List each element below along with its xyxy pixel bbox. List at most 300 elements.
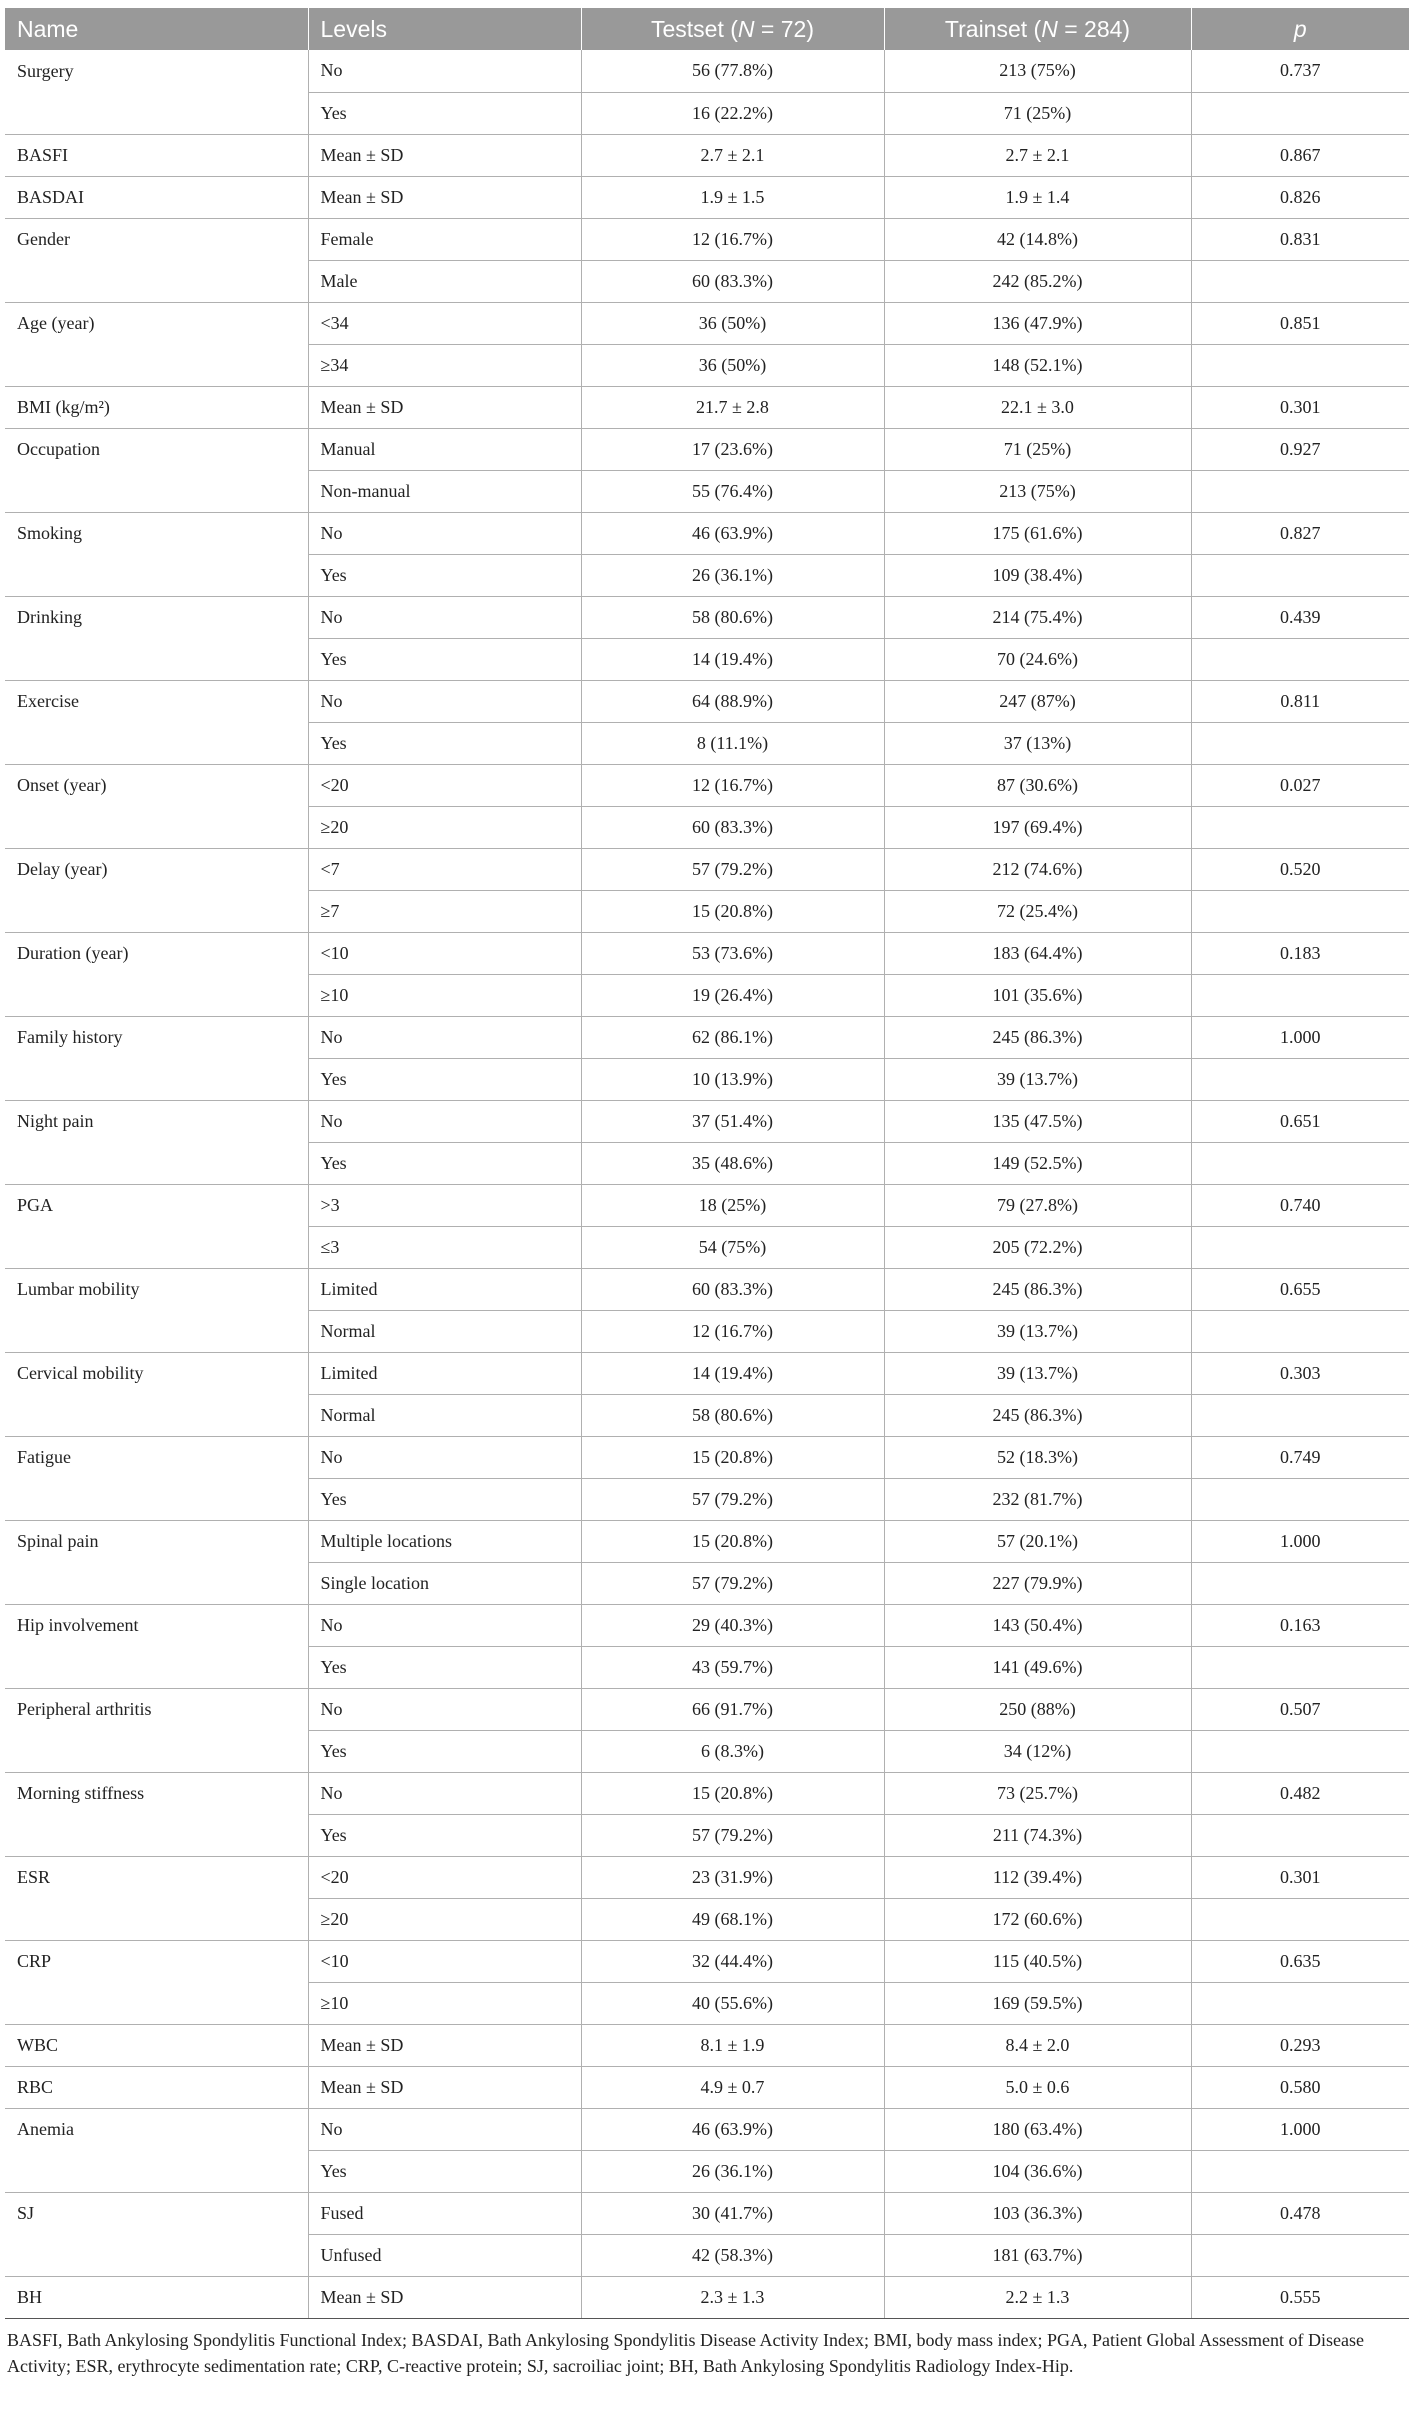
cell-testset: 53 (73.6%) (581, 932, 884, 974)
cell-p-value (1191, 806, 1409, 848)
cell-trainset: 103 (36.3%) (884, 2192, 1191, 2234)
cell-name (5, 806, 308, 848)
table-row (5, 932, 1409, 974)
cell-p-value (1191, 1058, 1409, 1100)
cell-trainset: 73 (25.7%) (884, 1772, 1191, 1814)
table-row (5, 1226, 1409, 1268)
cell-level: Normal (308, 1394, 581, 1436)
cell-testset: 30 (41.7%) (581, 2192, 884, 2234)
cell-trainset: 245 (86.3%) (884, 1016, 1191, 1058)
cell-name (5, 1562, 308, 1604)
cell-trainset: 148 (52.1%) (884, 344, 1191, 386)
table-row (5, 1142, 1409, 1184)
table-row (5, 2276, 1409, 2318)
header-trainset-suffix: = 284) (1057, 15, 1131, 42)
table-row (5, 218, 1409, 260)
cell-testset: 14 (19.4%) (581, 1352, 884, 1394)
cell-testset: 4.9 ± 0.7 (581, 2066, 884, 2108)
cell-level: Yes (308, 1058, 581, 1100)
cell-level: Yes (308, 1646, 581, 1688)
cell-level: Yes (308, 1730, 581, 1772)
table-row (5, 764, 1409, 806)
cell-name: BASFI (5, 134, 308, 176)
cell-p-value: 0.927 (1191, 428, 1409, 470)
cell-name (5, 2150, 308, 2192)
cell-level: ≥10 (308, 1982, 581, 2024)
cell-testset: 43 (59.7%) (581, 1646, 884, 1688)
cell-testset: 60 (83.3%) (581, 806, 884, 848)
cell-p-value: 0.507 (1191, 1688, 1409, 1730)
cell-name: Spinal pain (5, 1520, 308, 1562)
cell-name (5, 722, 308, 764)
cell-name: ESR (5, 1856, 308, 1898)
cell-trainset: 212 (74.6%) (884, 848, 1191, 890)
cell-trainset: 112 (39.4%) (884, 1856, 1191, 1898)
cell-p-value (1191, 1142, 1409, 1184)
cell-p-value: 0.301 (1191, 1856, 1409, 1898)
cell-name (5, 1394, 308, 1436)
cell-level: Mean ± SD (308, 134, 581, 176)
cell-level: Yes (308, 92, 581, 134)
cell-trainset: 214 (75.4%) (884, 596, 1191, 638)
cell-level: Manual (308, 428, 581, 470)
cell-testset: 36 (50%) (581, 344, 884, 386)
cell-p-value (1191, 1310, 1409, 1352)
cell-level: Female (308, 218, 581, 260)
cell-name: SJ (5, 2192, 308, 2234)
table-row (5, 1100, 1409, 1142)
cell-level: No (308, 50, 581, 92)
cell-trainset: 181 (63.7%) (884, 2234, 1191, 2276)
cell-trainset: 180 (63.4%) (884, 2108, 1191, 2150)
cell-level: Fused (308, 2192, 581, 2234)
cell-trainset: 109 (38.4%) (884, 554, 1191, 596)
cell-trainset: 42 (14.8%) (884, 218, 1191, 260)
cell-level: No (308, 1604, 581, 1646)
cell-trainset: 71 (25%) (884, 92, 1191, 134)
cell-name: Drinking (5, 596, 308, 638)
cell-testset: 57 (79.2%) (581, 1478, 884, 1520)
cell-level: Male (308, 260, 581, 302)
table-row (5, 1562, 1409, 1604)
table-row (5, 1016, 1409, 1058)
cell-testset: 17 (23.6%) (581, 428, 884, 470)
cell-trainset: 8.4 ± 2.0 (884, 2024, 1191, 2066)
table-row (5, 50, 1409, 92)
cell-p-value: 0.580 (1191, 2066, 1409, 2108)
cell-name (5, 638, 308, 680)
cell-trainset: 211 (74.3%) (884, 1814, 1191, 1856)
cell-level: No (308, 2108, 581, 2150)
cell-p-value: 0.851 (1191, 302, 1409, 344)
cell-trainset: 71 (25%) (884, 428, 1191, 470)
cell-trainset: 5.0 ± 0.6 (884, 2066, 1191, 2108)
cell-testset: 12 (16.7%) (581, 218, 884, 260)
cell-testset: 62 (86.1%) (581, 1016, 884, 1058)
cell-name: Surgery (5, 50, 308, 92)
cell-trainset: 115 (40.5%) (884, 1940, 1191, 1982)
cell-name (5, 554, 308, 596)
cell-p-value: 0.478 (1191, 2192, 1409, 2234)
header-trainset (884, 8, 1191, 50)
table-row (5, 2234, 1409, 2276)
cell-p-value: 0.293 (1191, 2024, 1409, 2066)
cell-name (5, 92, 308, 134)
table-row (5, 1310, 1409, 1352)
cell-name: BMI (kg/m²) (5, 386, 308, 428)
cell-testset: 2.3 ± 1.3 (581, 2276, 884, 2318)
cell-trainset: 143 (50.4%) (884, 1604, 1191, 1646)
table-row (5, 2108, 1409, 2150)
cell-trainset: 175 (61.6%) (884, 512, 1191, 554)
cell-trainset: 250 (88%) (884, 1688, 1191, 1730)
cell-testset: 14 (19.4%) (581, 638, 884, 680)
cell-testset: 2.7 ± 2.1 (581, 134, 884, 176)
header-testset (581, 8, 884, 50)
table-row (5, 848, 1409, 890)
cell-testset: 16 (22.2%) (581, 92, 884, 134)
cell-level: >3 (308, 1184, 581, 1226)
cell-p-value: 0.749 (1191, 1436, 1409, 1478)
cell-trainset: 247 (87%) (884, 680, 1191, 722)
cell-name (5, 1142, 308, 1184)
cell-testset: 12 (16.7%) (581, 1310, 884, 1352)
cell-level: Yes (308, 722, 581, 764)
table-row (5, 596, 1409, 638)
cell-level: Mean ± SD (308, 2024, 581, 2066)
header-trainset-n: N (1041, 15, 1058, 42)
cell-trainset: 57 (20.1%) (884, 1520, 1191, 1562)
cell-testset: 57 (79.2%) (581, 1562, 884, 1604)
cell-trainset: 79 (27.8%) (884, 1184, 1191, 1226)
cell-name: Night pain (5, 1100, 308, 1142)
cell-p-value: 0.439 (1191, 596, 1409, 638)
cell-p-value: 0.651 (1191, 1100, 1409, 1142)
cell-p-value: 0.831 (1191, 218, 1409, 260)
cell-trainset: 87 (30.6%) (884, 764, 1191, 806)
cell-p-value: 1.000 (1191, 1016, 1409, 1058)
cell-level: <10 (308, 1940, 581, 1982)
cell-level: Yes (308, 1142, 581, 1184)
cell-p-value: 0.867 (1191, 134, 1409, 176)
cell-testset: 40 (55.6%) (581, 1982, 884, 2024)
table-row (5, 1478, 1409, 1520)
header-p-value: p (1191, 8, 1409, 50)
cell-level: Yes (308, 554, 581, 596)
cell-testset: 6 (8.3%) (581, 1730, 884, 1772)
cell-name: BASDAI (5, 176, 308, 218)
cell-level: <20 (308, 764, 581, 806)
cell-testset: 26 (36.1%) (581, 2150, 884, 2192)
cell-trainset: 2.7 ± 2.1 (884, 134, 1191, 176)
cell-level: Yes (308, 638, 581, 680)
cell-p-value: 0.635 (1191, 1940, 1409, 1982)
cell-testset: 32 (44.4%) (581, 1940, 884, 1982)
cell-name: Exercise (5, 680, 308, 722)
cell-name (5, 1982, 308, 2024)
cell-trainset: 197 (69.4%) (884, 806, 1191, 848)
cell-trainset: 22.1 ± 3.0 (884, 386, 1191, 428)
cell-p-value (1191, 638, 1409, 680)
cell-testset: 46 (63.9%) (581, 512, 884, 554)
table-row (5, 806, 1409, 848)
table-row (5, 1352, 1409, 1394)
cell-level: <34 (308, 302, 581, 344)
header-name: Name (5, 8, 308, 50)
table-row (5, 134, 1409, 176)
table-row (5, 1184, 1409, 1226)
cell-trainset: 52 (18.3%) (884, 1436, 1191, 1478)
cell-p-value (1191, 1898, 1409, 1940)
cell-testset: 60 (83.3%) (581, 260, 884, 302)
cell-testset: 12 (16.7%) (581, 764, 884, 806)
cell-level: Non-manual (308, 470, 581, 512)
cell-p-value (1191, 1646, 1409, 1688)
cell-trainset: 37 (13%) (884, 722, 1191, 764)
cell-level: Mean ± SD (308, 2276, 581, 2318)
cell-testset: 58 (80.6%) (581, 596, 884, 638)
cell-trainset: 70 (24.6%) (884, 638, 1191, 680)
cell-level: No (308, 1436, 581, 1478)
table-row (5, 1520, 1409, 1562)
header-row (5, 8, 1409, 50)
cell-level: Single location (308, 1562, 581, 1604)
cell-name: Delay (year) (5, 848, 308, 890)
cell-level: ≥34 (308, 344, 581, 386)
cell-trainset: 149 (52.5%) (884, 1142, 1191, 1184)
cell-name: Age (year) (5, 302, 308, 344)
cell-trainset: 72 (25.4%) (884, 890, 1191, 932)
cell-testset: 55 (76.4%) (581, 470, 884, 512)
cell-name: RBC (5, 2066, 308, 2108)
header-testset-n: N (737, 15, 755, 42)
cell-name: Family history (5, 1016, 308, 1058)
cell-name: Anemia (5, 2108, 308, 2150)
cell-name: BH (5, 2276, 308, 2318)
cell-name (5, 2234, 308, 2276)
table-row (5, 2024, 1409, 2066)
cell-name (5, 974, 308, 1016)
cell-p-value (1191, 2234, 1409, 2276)
cell-level: No (308, 1688, 581, 1730)
table-row (5, 260, 1409, 302)
cell-name: Smoking (5, 512, 308, 554)
cell-name: Fatigue (5, 1436, 308, 1478)
cell-testset: 35 (48.6%) (581, 1142, 884, 1184)
cell-p-value (1191, 260, 1409, 302)
table-row (5, 470, 1409, 512)
cell-trainset: 141 (49.6%) (884, 1646, 1191, 1688)
cell-p-value: 0.555 (1191, 2276, 1409, 2318)
cell-level: Yes (308, 1478, 581, 1520)
cell-trainset: 242 (85.2%) (884, 260, 1191, 302)
cell-level: Unfused (308, 2234, 581, 2276)
table-row (5, 302, 1409, 344)
cell-level: Limited (308, 1268, 581, 1310)
cell-level: Mean ± SD (308, 2066, 581, 2108)
cell-name: Gender (5, 218, 308, 260)
table-row (5, 1058, 1409, 1100)
cell-trainset: 135 (47.5%) (884, 1100, 1191, 1142)
cell-testset: 18 (25%) (581, 1184, 884, 1226)
cell-testset: 46 (63.9%) (581, 2108, 884, 2150)
cell-p-value (1191, 92, 1409, 134)
table-row (5, 680, 1409, 722)
cell-p-value: 0.811 (1191, 680, 1409, 722)
cell-trainset: 101 (35.6%) (884, 974, 1191, 1016)
cell-testset: 15 (20.8%) (581, 1436, 884, 1478)
cell-name (5, 260, 308, 302)
cell-name (5, 1898, 308, 1940)
cell-trainset: 245 (86.3%) (884, 1394, 1191, 1436)
cell-name (5, 1226, 308, 1268)
cell-p-value (1191, 344, 1409, 386)
cell-name: Occupation (5, 428, 308, 470)
document-page (5, 8, 1409, 2379)
cell-p-value: 0.027 (1191, 764, 1409, 806)
cell-level: Multiple locations (308, 1520, 581, 1562)
cell-trainset: 213 (75%) (884, 470, 1191, 512)
cell-name: Lumbar mobility (5, 1268, 308, 1310)
cell-p-value: 0.520 (1191, 848, 1409, 890)
cell-name: CRP (5, 1940, 308, 1982)
cell-name (5, 470, 308, 512)
cell-testset: 42 (58.3%) (581, 2234, 884, 2276)
cell-level: ≤3 (308, 1226, 581, 1268)
table-body (5, 50, 1409, 2318)
cell-name: Peripheral arthritis (5, 1688, 308, 1730)
cell-name: PGA (5, 1184, 308, 1226)
table-row (5, 1940, 1409, 1982)
cell-testset: 8 (11.1%) (581, 722, 884, 764)
cell-testset: 1.9 ± 1.5 (581, 176, 884, 218)
cell-p-value (1191, 1394, 1409, 1436)
cell-p-value: 0.655 (1191, 1268, 1409, 1310)
cell-p-value: 0.740 (1191, 1184, 1409, 1226)
cell-level: Normal (308, 1310, 581, 1352)
header-levels: Levels (308, 8, 581, 50)
table-row (5, 1688, 1409, 1730)
cell-testset: 29 (40.3%) (581, 1604, 884, 1646)
table-row (5, 512, 1409, 554)
cell-name: Onset (year) (5, 764, 308, 806)
cell-level: Mean ± SD (308, 386, 581, 428)
cell-p-value (1191, 1478, 1409, 1520)
table-row (5, 344, 1409, 386)
table-row (5, 1436, 1409, 1478)
cell-p-value: 0.827 (1191, 512, 1409, 554)
cell-level: Yes (308, 2150, 581, 2192)
cell-testset: 19 (26.4%) (581, 974, 884, 1016)
cell-testset: 36 (50%) (581, 302, 884, 344)
cell-testset: 15 (20.8%) (581, 1520, 884, 1562)
cell-trainset: 1.9 ± 1.4 (884, 176, 1191, 218)
cell-trainset: 169 (59.5%) (884, 1982, 1191, 2024)
cell-level: No (308, 512, 581, 554)
cell-p-value (1191, 1814, 1409, 1856)
cell-testset: 56 (77.8%) (581, 50, 884, 92)
table-row (5, 722, 1409, 764)
cell-name (5, 1310, 308, 1352)
table-row (5, 2066, 1409, 2108)
table-row (5, 1856, 1409, 1898)
cell-testset: 60 (83.3%) (581, 1268, 884, 1310)
table-row (5, 92, 1409, 134)
table-row (5, 1268, 1409, 1310)
table-footnote: BASFI, Bath Ankylosing Spondylitis Functional Index; BASDAI, Bath Ankylosing Spondylitis Disease Activity Index; BMI, body mass index; PGA, Patient Global Assessment of Disease Activity; ESR, erythrocyte sedimentation rate; CRP, C-reactive protein; SJ, sacroiliac joint; BH, Bath Ankylosing Spondylitis Radiology Index-Hip. (7, 2329, 1364, 2376)
cell-level: ≥7 (308, 890, 581, 932)
cell-p-value: 0.183 (1191, 932, 1409, 974)
cell-testset: 66 (91.7%) (581, 1688, 884, 1730)
cell-name: Cervical mobility (5, 1352, 308, 1394)
cell-p-value (1191, 470, 1409, 512)
table-row (5, 386, 1409, 428)
cell-p-value (1191, 722, 1409, 764)
cell-testset: 23 (31.9%) (581, 1856, 884, 1898)
cell-testset: 15 (20.8%) (581, 890, 884, 932)
cell-p-value (1191, 1226, 1409, 1268)
cell-p-value: 0.303 (1191, 1352, 1409, 1394)
cell-trainset: 172 (60.6%) (884, 1898, 1191, 1940)
table-row (5, 1730, 1409, 1772)
table-header (5, 8, 1409, 50)
cell-name (5, 1814, 308, 1856)
cell-testset: 21.7 ± 2.8 (581, 386, 884, 428)
table-row (5, 1814, 1409, 1856)
header-testset-suffix: = 72) (754, 15, 814, 42)
cell-level: No (308, 1772, 581, 1814)
cell-p-value (1191, 2150, 1409, 2192)
table-row (5, 2192, 1409, 2234)
cell-trainset: 104 (36.6%) (884, 2150, 1191, 2192)
cell-level: No (308, 680, 581, 722)
cell-p-value (1191, 1562, 1409, 1604)
cell-testset: 54 (75%) (581, 1226, 884, 1268)
table-row (5, 554, 1409, 596)
cell-trainset: 39 (13.7%) (884, 1352, 1191, 1394)
table-row (5, 974, 1409, 1016)
table-row (5, 428, 1409, 470)
cell-name: Hip involvement (5, 1604, 308, 1646)
cell-p-value: 0.482 (1191, 1772, 1409, 1814)
cell-name (5, 1058, 308, 1100)
header-testset-prefix: Testset ( (650, 15, 738, 42)
cell-testset: 49 (68.1%) (581, 1898, 884, 1940)
cell-name (5, 344, 308, 386)
cell-trainset: 34 (12%) (884, 1730, 1191, 1772)
cell-testset: 57 (79.2%) (581, 1814, 884, 1856)
table-row (5, 1604, 1409, 1646)
cell-p-value: 0.301 (1191, 386, 1409, 428)
table-row (5, 176, 1409, 218)
cell-p-value: 0.163 (1191, 1604, 1409, 1646)
cell-p-value (1191, 1982, 1409, 2024)
cell-name (5, 890, 308, 932)
cell-testset: 37 (51.4%) (581, 1100, 884, 1142)
cell-testset: 26 (36.1%) (581, 554, 884, 596)
cell-trainset: 136 (47.9%) (884, 302, 1191, 344)
cell-name: Morning stiffness (5, 1772, 308, 1814)
cell-level: <7 (308, 848, 581, 890)
comparison-table (5, 8, 1409, 2319)
cell-testset: 57 (79.2%) (581, 848, 884, 890)
cell-level: Mean ± SD (308, 176, 581, 218)
cell-level: No (308, 596, 581, 638)
cell-testset: 15 (20.8%) (581, 1772, 884, 1814)
table-row (5, 1772, 1409, 1814)
cell-trainset: 205 (72.2%) (884, 1226, 1191, 1268)
cell-level: Yes (308, 1814, 581, 1856)
